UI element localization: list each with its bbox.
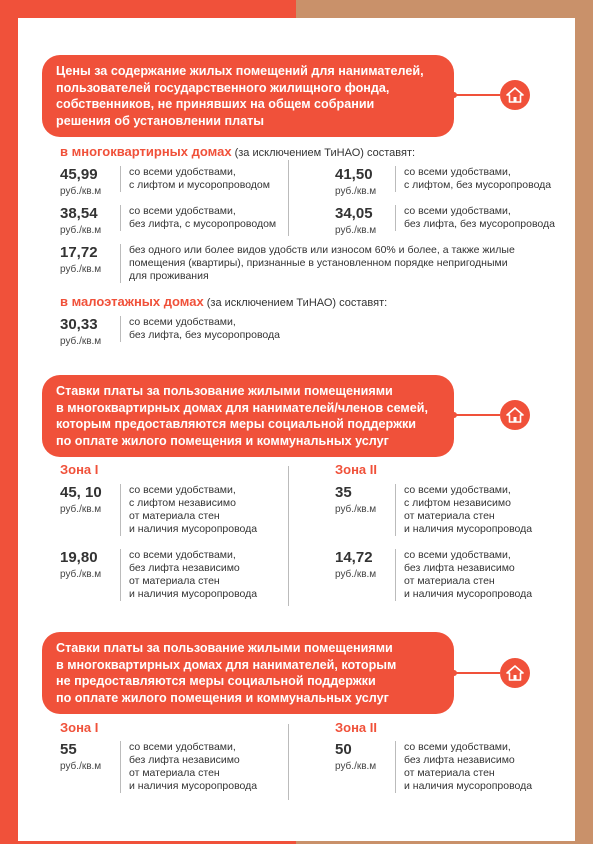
price-number: 14,72 <box>335 549 373 566</box>
section-rest: (за исключением ТиНАО) составят: <box>231 147 416 159</box>
price-value <box>60 741 101 773</box>
price-description <box>395 166 551 192</box>
zone2-title: Зона II <box>335 462 378 477</box>
price-unit: руб./кв.м <box>60 569 102 580</box>
desc-line: и наличия мусоропровода <box>404 780 533 792</box>
price-number: 50 <box>335 741 352 758</box>
price-description <box>395 205 555 231</box>
desc-line: от материала стен <box>129 510 220 522</box>
column-divider <box>288 466 289 606</box>
column-divider <box>288 724 289 800</box>
header-line: по оплате жилого помещения и коммунальных услуг <box>56 433 389 448</box>
price-number: 17,72 <box>60 244 98 261</box>
desc-line: без одного или более видов удобств или износом 60% и более, а также жилые <box>129 244 515 256</box>
price-number: 41,50 <box>335 166 373 183</box>
desc-line: с лифтом независимо <box>404 497 511 509</box>
desc-line: и наличия мусоропровода <box>404 588 533 600</box>
price-unit: руб./кв.м <box>335 186 377 197</box>
price-value <box>335 549 376 581</box>
price-number: 55 <box>60 741 77 758</box>
section-rest: (за исключением ТиНАО) составят: <box>203 297 388 309</box>
desc-line: без лифта, без мусоропровода <box>404 218 555 230</box>
desc-line: от материала стен <box>129 575 220 587</box>
price-value <box>60 205 101 237</box>
price-value <box>60 244 101 276</box>
price-value <box>335 484 376 516</box>
desc-line: от материала стен <box>404 767 495 779</box>
header-line: решения об установлении платы <box>56 113 265 128</box>
price-value <box>60 316 101 348</box>
connector-line <box>454 414 500 416</box>
section-title-low-rise <box>60 294 387 309</box>
price-unit: руб./кв.м <box>60 761 102 772</box>
price-description <box>120 244 515 283</box>
house-badge <box>500 80 530 110</box>
price-value <box>60 166 101 198</box>
house-badge <box>500 400 530 430</box>
desc-line: со всеми удобствами, <box>129 741 236 753</box>
desc-line: со всеми удобствами, <box>404 484 511 496</box>
desc-line: для проживания <box>129 270 209 282</box>
price-unit: руб./кв.м <box>335 504 377 515</box>
price-description <box>120 166 270 192</box>
desc-line: и наличия мусоропровода <box>129 523 258 535</box>
header-line: Цены за содержание жилых помещений для нанимателей, <box>56 64 424 78</box>
header-line: по оплате жилого помещения и коммунальных услуг <box>56 690 389 705</box>
desc-line: со всеми удобствами, <box>129 205 236 217</box>
price-number: 45, 10 <box>60 484 102 501</box>
price-value <box>335 166 376 198</box>
desc-line: и наличия мусоропровода <box>129 780 258 792</box>
header-line: Ставки платы за пользование жилыми помещениями <box>56 641 393 655</box>
desc-line: без лифта, с мусоропроводом <box>129 218 277 230</box>
zone1-title: Зона I <box>60 462 99 477</box>
column-divider <box>288 160 289 236</box>
house-icon <box>506 664 524 682</box>
house-icon <box>506 86 524 104</box>
price-value <box>60 484 102 516</box>
header-line: в многоквартирных домах для нанимателей, которым <box>56 657 397 672</box>
block2-header <box>42 375 454 457</box>
section-emphasis: в малоэтажных домах <box>60 294 204 309</box>
desc-line: без лифта, без мусоропровода <box>129 329 280 341</box>
connector-line <box>454 94 500 96</box>
price-number: 38,54 <box>60 205 98 222</box>
price-description <box>120 316 280 342</box>
desc-line: с лифтом и мусоропроводом <box>129 179 270 191</box>
price-description <box>120 205 276 231</box>
price-unit: руб./кв.м <box>60 336 102 347</box>
price-number: 45,99 <box>60 166 98 183</box>
price-unit: руб./кв.м <box>60 504 102 515</box>
desc-line: со всеми удобствами, <box>129 166 236 178</box>
block1-header <box>42 55 454 137</box>
desc-line: с лифтом, без мусоропровода <box>404 179 552 191</box>
header-line: в многоквартирных домах для нанимателей/членов семей, <box>56 400 428 415</box>
zone2-title: Зона II <box>335 720 378 735</box>
desc-line: со всеми удобствами, <box>129 549 236 561</box>
desc-line: со всеми удобствами, <box>129 316 236 328</box>
price-value <box>335 741 376 773</box>
price-description <box>395 484 532 536</box>
desc-line: без лифта независимо <box>129 754 240 766</box>
section-emphasis: в многоквартирных домах <box>60 144 232 159</box>
desc-line: со всеми удобствами, <box>404 205 511 217</box>
house-icon <box>506 406 524 424</box>
house-badge <box>500 658 530 688</box>
zone1-title: Зона I <box>60 720 99 735</box>
header-line: которым предоставляются меры социальной поддержки <box>56 417 417 432</box>
price-unit: руб./кв.м <box>335 225 377 236</box>
section-title-apartment <box>60 144 415 159</box>
desc-line: со всеми удобствами, <box>404 166 511 178</box>
desc-line: и наличия мусоропровода <box>129 588 258 600</box>
header-line: не предоставляются меры социальной поддержки <box>56 674 376 689</box>
price-unit: руб./кв.м <box>60 186 102 197</box>
header-line: Ставки платы за пользование жилыми помещениями <box>56 384 393 398</box>
connector-line <box>454 672 500 674</box>
price-value <box>335 205 376 237</box>
price-description <box>120 741 257 793</box>
desc-line: с лифтом независимо <box>129 497 236 509</box>
header-line: собственников, не принявших на общем собрании <box>56 97 375 112</box>
block3-header <box>42 632 454 714</box>
desc-line: без лифта независимо <box>129 562 240 574</box>
price-description <box>120 549 257 601</box>
price-unit: руб./кв.м <box>60 225 102 236</box>
price-description <box>395 549 532 601</box>
price-unit: руб./кв.м <box>335 761 377 772</box>
desc-line: от материала стен <box>404 575 495 587</box>
price-value <box>60 549 101 581</box>
price-number: 19,80 <box>60 549 98 566</box>
desc-line: помещения (квартиры), признанные в установленном порядке непригодными <box>129 257 508 269</box>
desc-line: и наличия мусоропровода <box>404 523 533 535</box>
price-number: 35 <box>335 484 352 501</box>
desc-line: без лифта независимо <box>404 754 515 766</box>
price-description <box>395 741 532 793</box>
desc-line: от материала стен <box>129 767 220 779</box>
price-description <box>120 484 257 536</box>
desc-line: от материала стен <box>404 510 495 522</box>
desc-line: со всеми удобствами, <box>404 549 511 561</box>
header-line: пользователей государственного жилищного фонда, <box>56 80 390 95</box>
price-unit: руб./кв.м <box>335 569 377 580</box>
desc-line: без лифта независимо <box>404 562 515 574</box>
price-number: 30,33 <box>60 316 98 333</box>
desc-line: со всеми удобствами, <box>129 484 236 496</box>
desc-line: со всеми удобствами, <box>404 741 511 753</box>
price-unit: руб./кв.м <box>60 264 102 275</box>
price-number: 34,05 <box>335 205 373 222</box>
